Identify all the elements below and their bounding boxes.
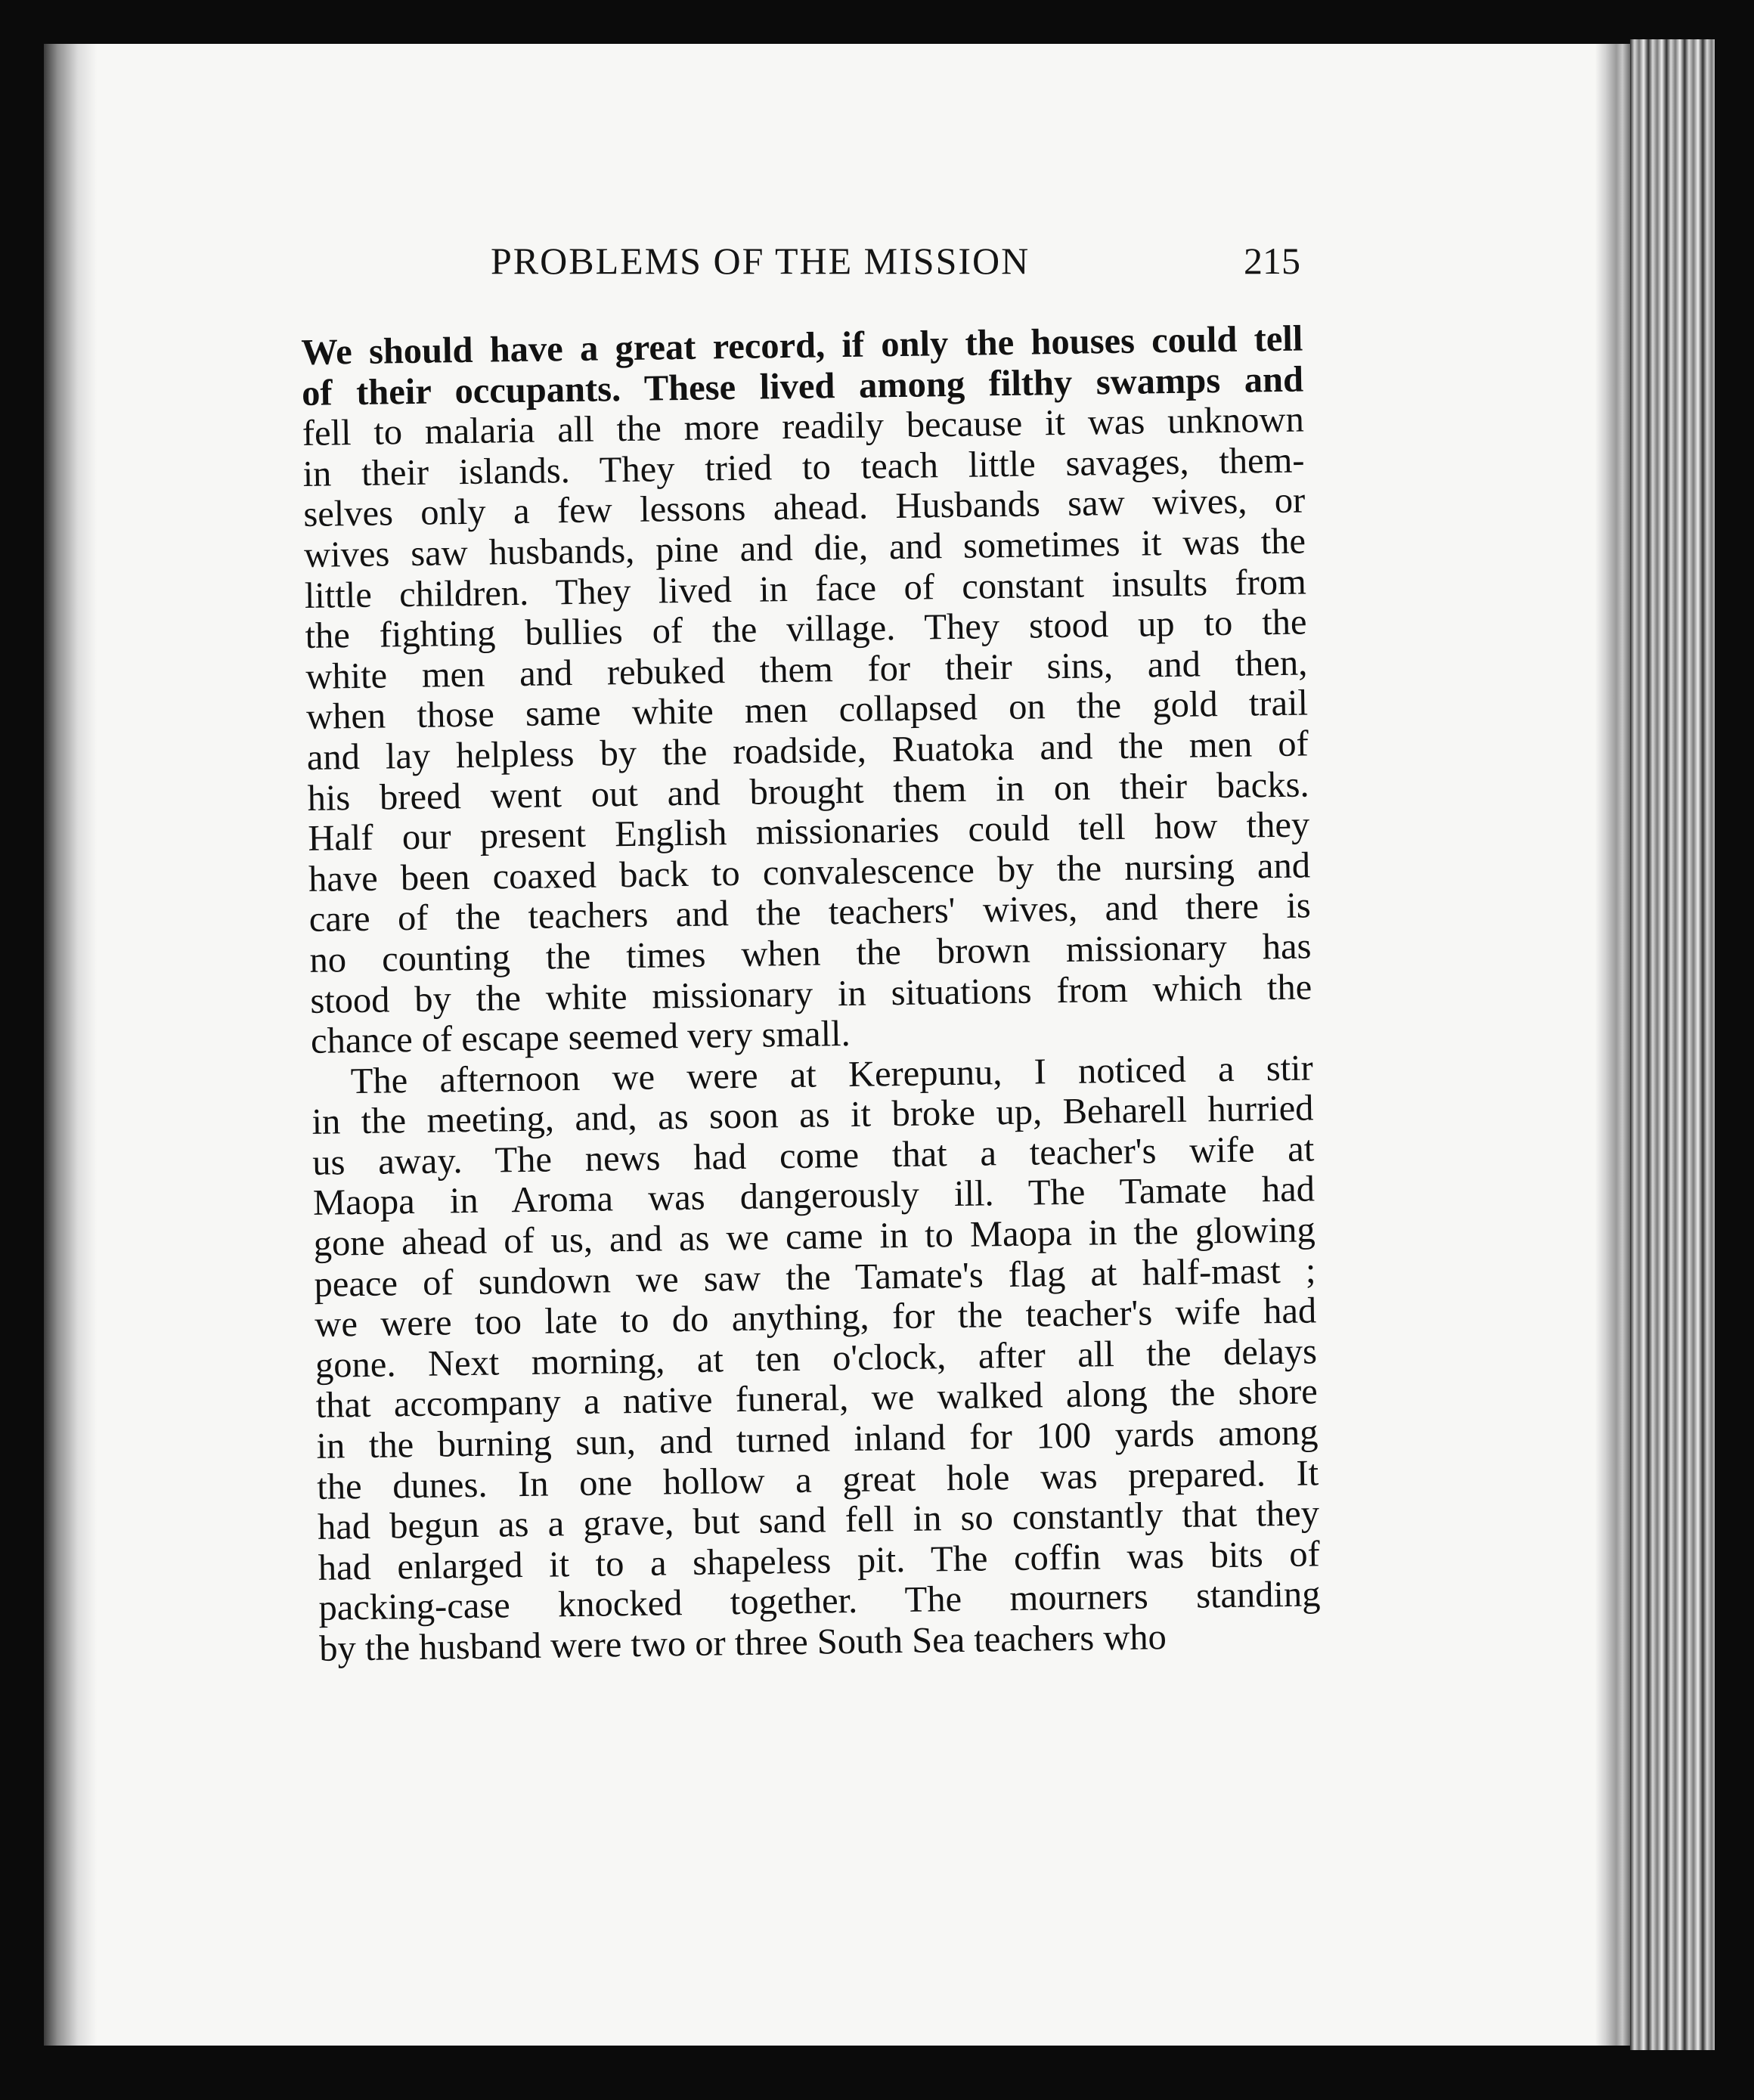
- text-line: little children. They lived in face of constant insults from: [304, 562, 1307, 616]
- text-line: his breed went out and brought them in on their backs.: [307, 763, 1309, 819]
- text-line: Maopa in Aroma was dangerously ill. The Tamate had: [312, 1169, 1316, 1224]
- text-line: chance of escape seemed very small.: [310, 1014, 851, 1061]
- page-number: 215: [1244, 240, 1300, 282]
- page-edge-shadow: [1595, 44, 1630, 2046]
- scan-border: [1715, 33, 1754, 2067]
- text-line: had enlarged it to a shapeless pit. The coffin was bits of: [318, 1534, 1321, 1588]
- text-line: of their occupants. These lived among filthy swamps and: [301, 359, 1304, 413]
- page-gutter-shadow: [44, 44, 97, 2046]
- text-line: packing-case knocked together. The mourners standing: [318, 1574, 1321, 1629]
- text-line: gone. Next morning, at ten o'clock, after all the delays: [315, 1331, 1318, 1386]
- text-line: the dunes. In one hollow a great hole was prepared. It: [316, 1452, 1319, 1507]
- body-text: [301, 319, 1322, 1670]
- text-line: gone ahead of us, and as we came in to Maopa in the glowing: [313, 1210, 1316, 1264]
- text-line: us away. The news had come that a teacher's wife at: [311, 1129, 1315, 1183]
- text-line: we were too late to do anything, for the teacher's wife had: [314, 1290, 1317, 1346]
- chapter-title: PROBLEMS OF THE MISSION: [491, 240, 1030, 282]
- text-line: that accompany a native funeral, we walked along the shore: [315, 1371, 1319, 1426]
- text-line: stood by the white missionary in situations from which the: [309, 966, 1312, 1021]
- text-line: fell to malaria all the more readily because it was unknown: [302, 399, 1305, 454]
- text-line: peace of sundown we saw the Tamate's flag at half-mast ;: [314, 1250, 1316, 1305]
- text-line: in the meeting, and, as soon as it broke up, Beharell hurried: [311, 1088, 1314, 1143]
- text-line: in their islands. They tried to teach little savages, them-: [302, 440, 1305, 494]
- paragraph: [311, 1048, 1321, 1669]
- text-line: wives saw husbands, pine and die, and sometimes it was the: [303, 521, 1306, 575]
- text-line: Half our present English missionaries could tell how they: [307, 804, 1310, 860]
- text-line: and lay helpless by the roadside, Ruatoka and the men of: [306, 723, 1309, 778]
- text-line: had begun as a grave, but sand fell in so constantly that they: [317, 1493, 1320, 1548]
- text-line: when those same white men collapsed on the gold trail: [305, 683, 1309, 738]
- text-line: white men and rebuked them for their sins, and then,: [305, 643, 1308, 697]
- text-line: by the husband were two or three South Sea teachers who: [318, 1617, 1167, 1669]
- text-line: have been coaxed back to convalescence by the nursing and: [308, 845, 1311, 900]
- book-page-edges: [1630, 39, 1715, 2050]
- text-line: selves only a few lessons ahead. Husbands saw wives, or: [302, 480, 1306, 535]
- text-line: care of the teachers and the teachers' wives, and there is: [308, 885, 1312, 940]
- text-line: We should have a great record, if only the houses could tell: [301, 318, 1303, 373]
- text-line: no counting the times when the brown missionary has: [309, 926, 1312, 980]
- text-line: the fighting bullies of the village. They stood up to the: [305, 602, 1307, 657]
- text-line: The afternoon we were at Kerepunu, I noticed a stir: [350, 1048, 1314, 1101]
- paragraph: [301, 319, 1312, 1062]
- running-head: [298, 225, 1326, 293]
- text-line: in the burning sun, and turned inland for 100 yards among: [316, 1412, 1319, 1467]
